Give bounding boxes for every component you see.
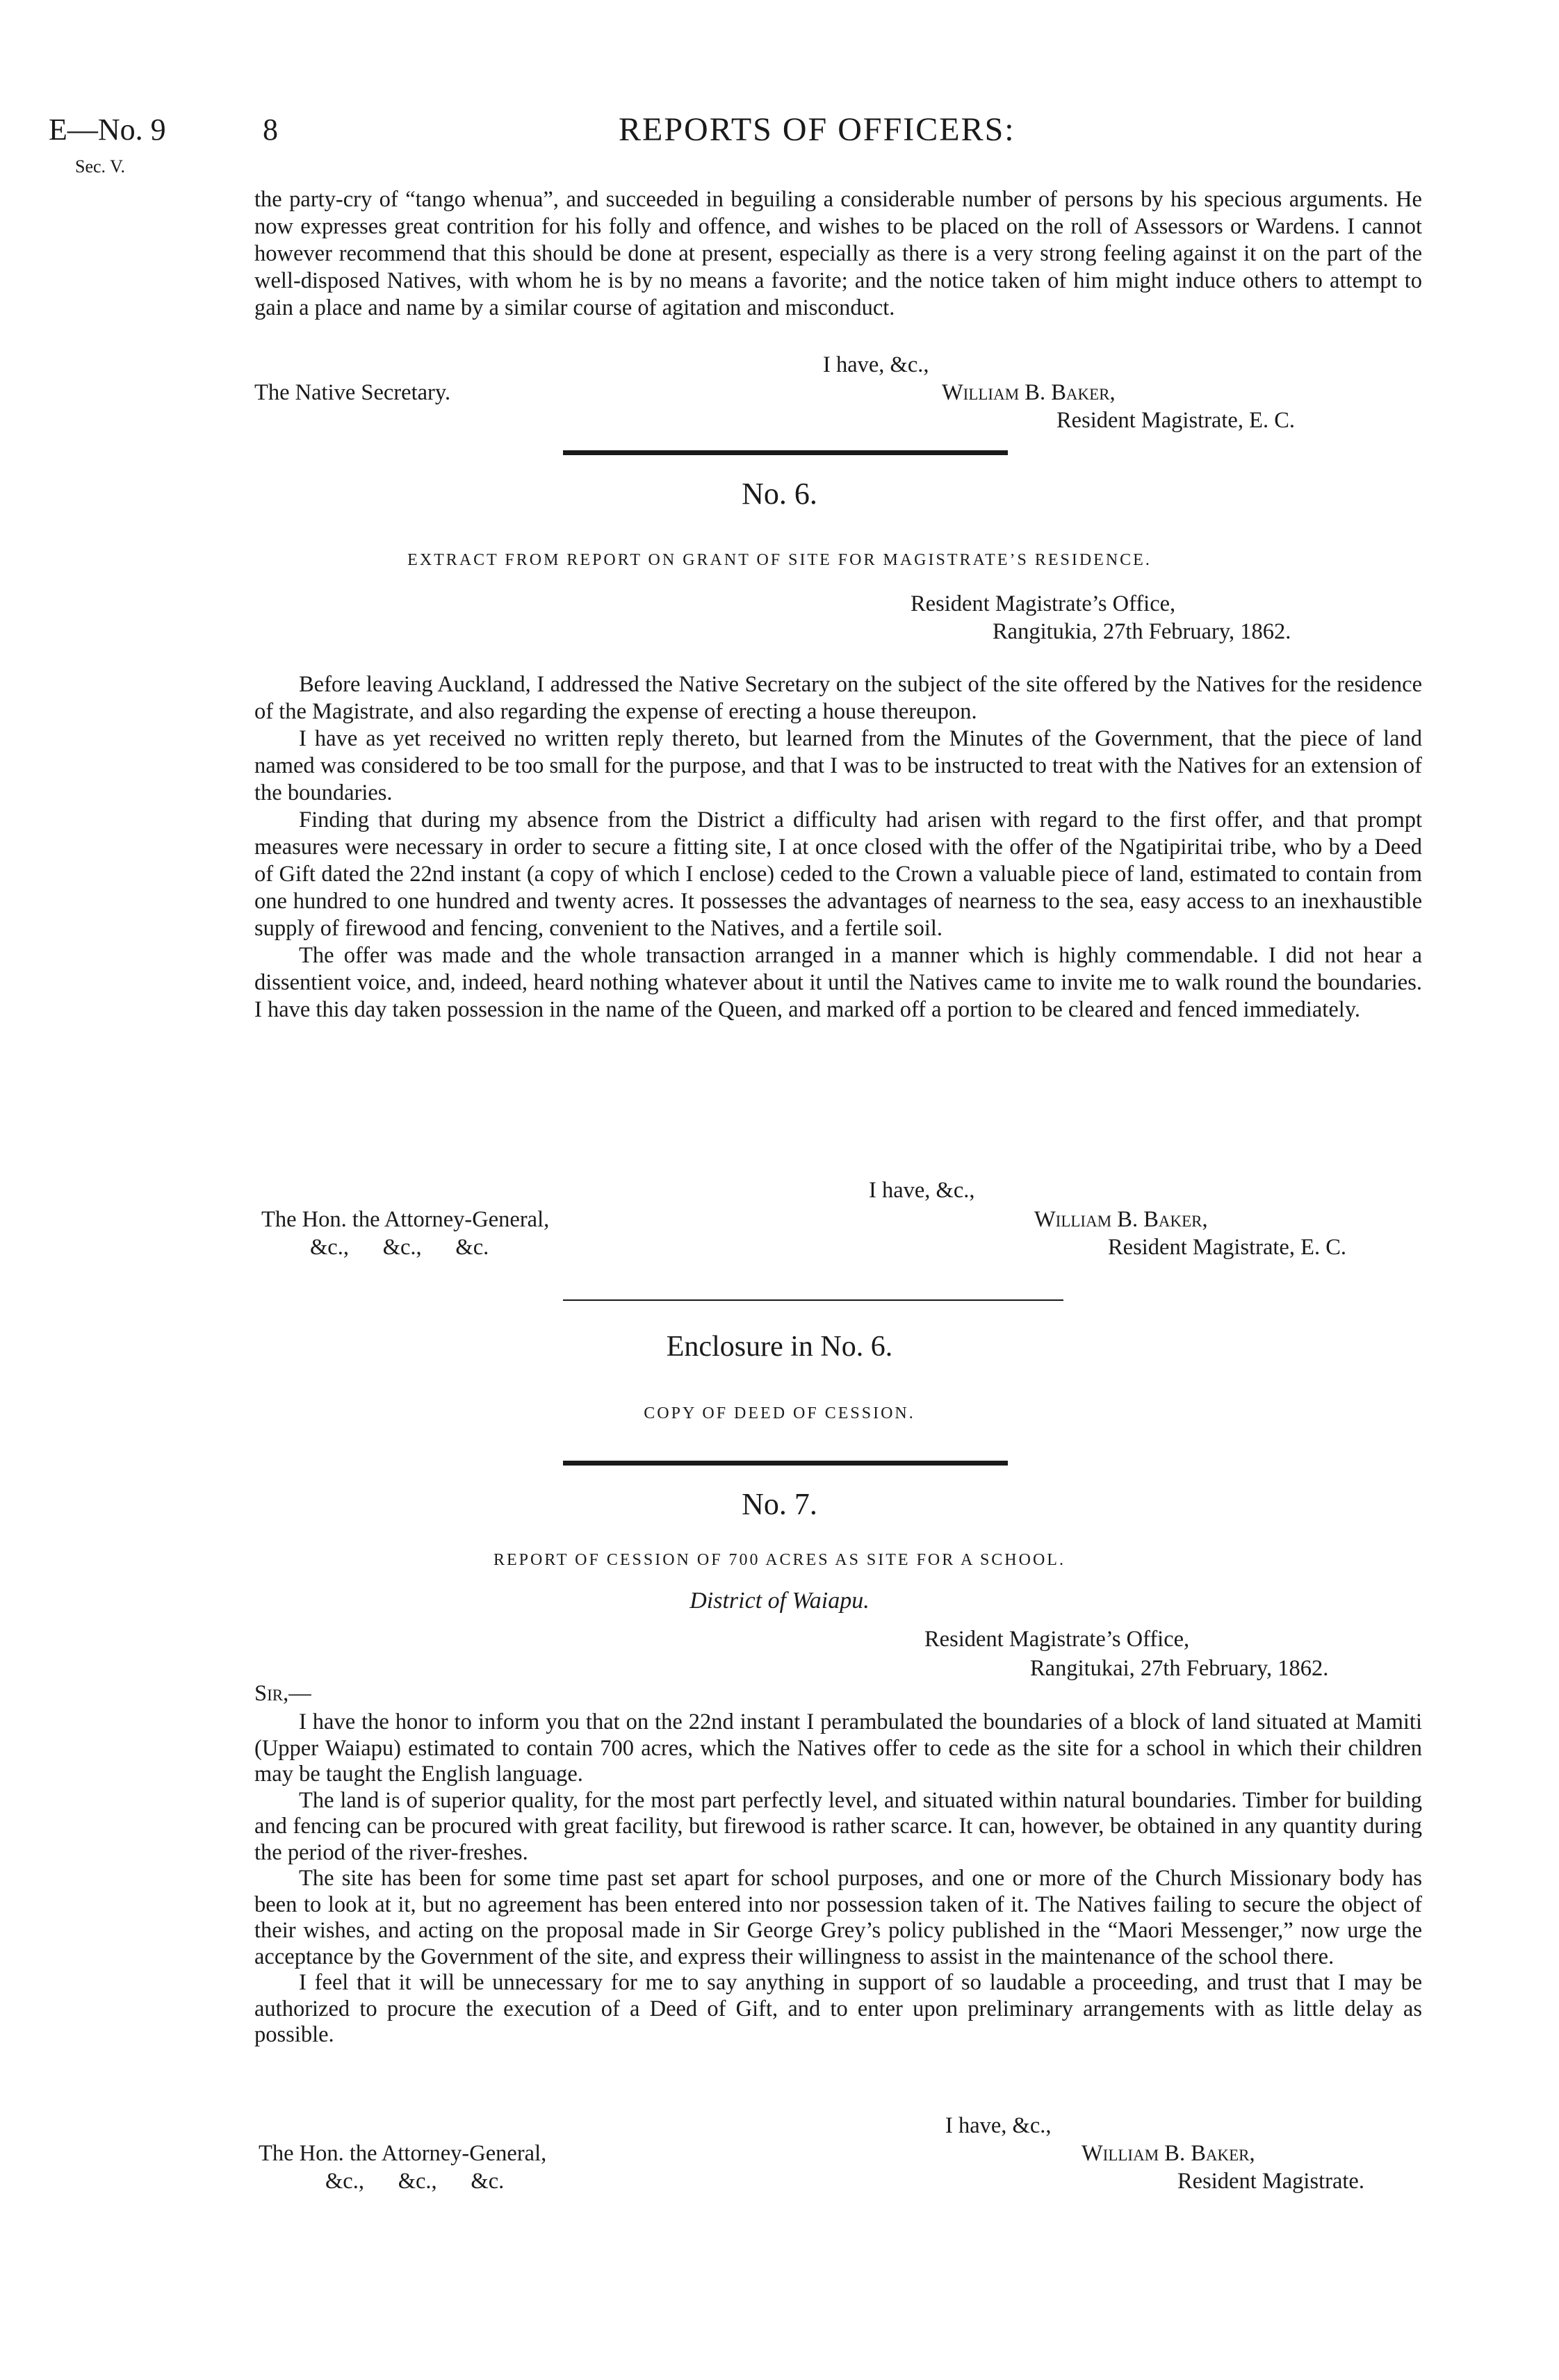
addressee: The Hon. the Attorney-General, [261, 1207, 550, 1232]
addressee: The Native Secretary. [254, 380, 451, 405]
office-line: Resident Magistrate’s Office, [911, 591, 1176, 616]
section-subheading-no6: EXTRACT FROM REPORT ON GRANT OF SITE FOR MAGISTRATE’S RESIDENCE. [407, 551, 1152, 569]
signature-name: William B. Baker, [1081, 2141, 1255, 2166]
enclosure-heading: Enclosure in No. 6. [666, 1331, 893, 1363]
closing-line: I have, &c., [945, 2113, 1052, 2138]
section-heading-no6: No. 6. [742, 477, 817, 511]
paragraph: I feel that it will be unnecessary for me to say anything in support of so laudable a proceeding, and trust that I may be authorized to procure the execution of a Deed of Gift, and to enter upon preliminary arrangements with as little delay as possible. [254, 1970, 1422, 2047]
signature-title: Resident Magistrate, E. C. [1056, 408, 1295, 433]
district-line: District of Waiapu. [689, 1588, 870, 1614]
enclosure-subheading: COPY OF DEED OF CESSION. [644, 1404, 915, 1422]
paragraph: The land is of superior quality, for the most part perfectly level, and situated within natural boundaries. Timber for building and fencing can be procured with great facility, but firewood is rather scarce. It can, however, be obtained in any quantity during the period of the river-freshes. [254, 1787, 1422, 1865]
no7-body [254, 1709, 1422, 2049]
closing-line: I have, &c., [869, 1178, 975, 1203]
page-number: 8 [263, 113, 278, 147]
closing-line: I have, &c., [823, 352, 929, 377]
paragraph: I have as yet received no written reply thereto, but learned from the Minutes of the Government, that the piece of land named was considered to be too small for the purpose, and that I was to be instructed to treat with the Natives for an extension of the boundaries. [254, 726, 1422, 805]
paragraph: The offer was made and the whole transaction arranged in a manner which is highly commendable. I did not hear a dissentient voice, and, indeed, heard nothing whatever about it until the Natives came to invite me to walk round the boundaries. I have this day taken possession in the name of the Queen, and marked off a portion to be cleared and fenced immediately. [254, 943, 1422, 1022]
section-label: Sec. V. [75, 156, 125, 177]
continuation-paragraph [254, 186, 1422, 322]
signature-title: Resident Magistrate, E. C. [1108, 1235, 1346, 1260]
section-divider-thick [563, 1461, 1008, 1466]
addressee: The Hon. the Attorney-General, [259, 2141, 547, 2166]
paragraph: Finding that during my absence from the District a difficulty had arisen with regard to the first offer, and that prompt measures were necessary in order to secure a fitting site, I at once closed with the offer of the Ngatipiritai tribe, who by a Deed of Gift dated the 22nd instant (a copy of which I enclose) ceded to the Crown a valuable piece of land, estimated to contain from one hundred to one hundred and twenty acres. It possesses the advantages of nearness to the sea, easy access to an inexhaustible supply of firewood and fencing, convenient to the Natives, and a fertile soil. [254, 807, 1422, 941]
paragraph: Before leaving Auckland, I addressed the Native Secretary on the subject of the site offered by the Natives for the residence of the Magistrate, and also regarding the expense of erecting a house thereupon. [254, 672, 1422, 724]
paragraph: The site has been for some time past set apart for school purposes, and one or more of the Church Missionary body has been to look at it, but no agreement has been entered into nor possession taken of it. The Natives failing to secure the object of their wishes, and acting on the proposal made in Sir George Grey’s policy published in the “Maori Messenger,” now urge the acceptance by the Government of the site, and express their willingness to assist in the maintenance of the school there. [254, 1866, 1422, 1969]
section-subheading-no7: REPORT OF CESSION OF 700 ACRES AS SITE FOR A SCHOOL. [493, 1551, 1066, 1569]
addressee-etc: &c., &c., &c. [325, 2169, 505, 2194]
section-divider-thick [563, 450, 1008, 455]
section-divider-thin [563, 1299, 1063, 1301]
paragraph: the party-cry of “tango whenua”, and succeeded in beguiling a considerable number of persons by his specious arguments. He now expresses great contrition for his folly and offence, and wishes to be placed on the roll of Assessors or Wardens. I cannot however recommend that this should be done at present, especially as there is a very strong feeling against it on the part of the well-disposed Natives, with whom he is by no means a favorite; and the notice taken of him might induce others to attempt to gain a place and name by a similar course of agitation and misconduct. [254, 187, 1422, 320]
document-reference: E—No. 9 [49, 113, 166, 147]
section-heading-no7: No. 7. [742, 1487, 817, 1521]
signature-name: William B. Baker, [942, 380, 1116, 405]
place-date-line: Rangitukia, 27th February, 1862. [993, 619, 1291, 644]
office-line: Resident Magistrate’s Office, [924, 1627, 1190, 1652]
addressee-etc: &c., &c., &c. [310, 1235, 489, 1260]
signature-title: Resident Magistrate. [1177, 2169, 1364, 2194]
page-title: REPORTS OF OFFICERS: [619, 111, 1015, 148]
no6-body [254, 671, 1422, 1024]
paragraph: I have the honor to inform you that on the 22nd instant I perambulated the boundaries of a block of land situated at Mamiti (Upper Waiapu) estimated to contain 700 acres, which the Natives offer to cede as the site for a school in which their children may be taught the English language. [254, 1709, 1422, 1787]
signature-name: William B. Baker, [1034, 1207, 1208, 1232]
salutation: Sir,— [254, 1681, 311, 1706]
place-date-line: Rangitukai, 27th February, 1862. [1030, 1656, 1329, 1681]
